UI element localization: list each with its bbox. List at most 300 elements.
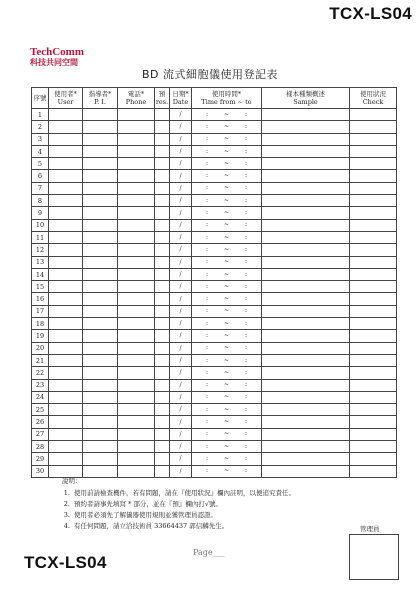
entry-cell[interactable] bbox=[49, 281, 83, 293]
entry-cell[interactable] bbox=[118, 145, 155, 157]
time-separator: : bbox=[244, 258, 248, 266]
entry-cell[interactable] bbox=[262, 428, 350, 440]
time-separator: : bbox=[205, 172, 209, 180]
entry-cell[interactable] bbox=[83, 133, 118, 145]
entry-cell[interactable] bbox=[262, 145, 350, 157]
entry-cell[interactable] bbox=[262, 256, 350, 268]
entry-cell[interactable] bbox=[155, 416, 170, 428]
entry-cell[interactable] bbox=[350, 158, 397, 170]
entry-cell[interactable] bbox=[262, 367, 350, 379]
entry-cell[interactable] bbox=[118, 354, 155, 366]
table-row bbox=[32, 404, 397, 416]
date-cell[interactable] bbox=[170, 268, 192, 280]
table-row bbox=[32, 318, 397, 330]
entry-cell[interactable] bbox=[155, 121, 170, 133]
note-item: 2. 預約者請事先填寫 * 部分，並在『預』欄內打√號。 bbox=[72, 499, 295, 510]
entry-cell[interactable] bbox=[350, 219, 397, 231]
date-separator: / bbox=[179, 455, 182, 463]
time-cell[interactable] bbox=[192, 342, 262, 354]
entry-cell[interactable] bbox=[49, 391, 83, 403]
entry-cell[interactable] bbox=[350, 330, 397, 342]
time-separator: : bbox=[244, 418, 248, 426]
column-header-en: User bbox=[57, 98, 74, 106]
date-separator: / bbox=[179, 344, 182, 352]
entry-cell[interactable] bbox=[155, 281, 170, 293]
entry-cell[interactable] bbox=[49, 170, 83, 182]
time-cell[interactable] bbox=[192, 318, 262, 330]
entry-cell[interactable] bbox=[350, 379, 397, 391]
time-cell[interactable] bbox=[192, 109, 262, 121]
entry-cell[interactable] bbox=[350, 195, 397, 207]
entry-cell[interactable] bbox=[262, 441, 350, 453]
entry-cell[interactable] bbox=[262, 121, 350, 133]
page-number-field: Page___ bbox=[193, 548, 225, 557]
entry-cell[interactable] bbox=[155, 453, 170, 465]
entry-cell[interactable] bbox=[83, 231, 118, 243]
entry-cell[interactable] bbox=[262, 453, 350, 465]
entry-cell[interactable] bbox=[83, 453, 118, 465]
entry-cell[interactable] bbox=[350, 428, 397, 440]
entry-cell[interactable] bbox=[155, 354, 170, 366]
row-number: 7 bbox=[32, 182, 49, 194]
entry-cell[interactable] bbox=[83, 428, 118, 440]
entry-cell[interactable] bbox=[155, 293, 170, 305]
entry-cell[interactable] bbox=[350, 391, 397, 403]
entry-cell[interactable] bbox=[155, 219, 170, 231]
entry-cell[interactable] bbox=[83, 158, 118, 170]
entry-cell[interactable] bbox=[155, 428, 170, 440]
date-separator: / bbox=[179, 357, 182, 365]
entry-cell[interactable] bbox=[83, 416, 118, 428]
date-cell[interactable] bbox=[170, 256, 192, 268]
date-separator: / bbox=[179, 160, 182, 168]
time-cell[interactable] bbox=[192, 281, 262, 293]
entry-cell[interactable] bbox=[118, 318, 155, 330]
entry-cell[interactable] bbox=[155, 182, 170, 194]
time-separator: ~ bbox=[223, 135, 230, 143]
row-number: 14 bbox=[32, 268, 49, 280]
time-cell[interactable] bbox=[192, 145, 262, 157]
entry-cell[interactable] bbox=[350, 133, 397, 145]
table-row bbox=[32, 354, 397, 366]
date-separator: / bbox=[179, 369, 182, 377]
date-cell[interactable] bbox=[170, 404, 192, 416]
time-separator: : bbox=[205, 245, 209, 253]
entry-cell[interactable] bbox=[350, 293, 397, 305]
entry-cell[interactable] bbox=[350, 453, 397, 465]
table-row bbox=[32, 342, 397, 354]
notes-list bbox=[62, 488, 295, 532]
time-cell[interactable] bbox=[192, 391, 262, 403]
entry-cell[interactable] bbox=[49, 133, 83, 145]
entry-cell[interactable] bbox=[262, 342, 350, 354]
entry-cell[interactable] bbox=[155, 133, 170, 145]
entry-cell[interactable] bbox=[118, 231, 155, 243]
entry-cell[interactable] bbox=[350, 268, 397, 280]
entry-cell[interactable] bbox=[262, 281, 350, 293]
time-cell[interactable] bbox=[192, 170, 262, 182]
time-cell[interactable] bbox=[192, 182, 262, 194]
entry-cell[interactable] bbox=[118, 109, 155, 121]
date-separator: / bbox=[179, 381, 182, 389]
entry-cell[interactable] bbox=[83, 268, 118, 280]
entry-cell[interactable] bbox=[49, 195, 83, 207]
entry-cell[interactable] bbox=[83, 354, 118, 366]
time-cell[interactable] bbox=[192, 268, 262, 280]
time-cell[interactable] bbox=[192, 404, 262, 416]
time-separator: : bbox=[205, 295, 209, 303]
entry-cell[interactable] bbox=[155, 268, 170, 280]
entry-cell[interactable] bbox=[262, 318, 350, 330]
note-item: 4. 有任何問題，請立洽技術員 33664437 郭信麟先生。 bbox=[72, 521, 295, 532]
entry-cell[interactable] bbox=[262, 158, 350, 170]
date-cell[interactable] bbox=[170, 281, 192, 293]
entry-cell[interactable] bbox=[49, 293, 83, 305]
entry-cell[interactable] bbox=[49, 158, 83, 170]
entry-cell[interactable] bbox=[350, 318, 397, 330]
time-separator: : bbox=[244, 233, 248, 241]
entry-cell[interactable] bbox=[49, 441, 83, 453]
entry-cell[interactable] bbox=[155, 305, 170, 317]
date-cell[interactable] bbox=[170, 441, 192, 453]
entry-cell[interactable] bbox=[83, 391, 118, 403]
entry-cell[interactable] bbox=[49, 416, 83, 428]
date-cell[interactable] bbox=[170, 109, 192, 121]
row-number: 25 bbox=[32, 404, 49, 416]
time-marks bbox=[192, 257, 261, 267]
entry-cell[interactable] bbox=[350, 441, 397, 453]
date-cell[interactable] bbox=[170, 195, 192, 207]
entry-cell[interactable] bbox=[83, 121, 118, 133]
date-cell[interactable] bbox=[170, 231, 192, 243]
time-cell[interactable] bbox=[192, 207, 262, 219]
date-cell[interactable] bbox=[170, 170, 192, 182]
entry-cell[interactable] bbox=[262, 268, 350, 280]
date-separator: / bbox=[179, 123, 182, 131]
entry-cell[interactable] bbox=[83, 281, 118, 293]
time-separator: ~ bbox=[223, 356, 230, 364]
time-separator: : bbox=[244, 196, 248, 204]
entry-cell[interactable] bbox=[118, 121, 155, 133]
entry-cell[interactable] bbox=[350, 109, 397, 121]
entry-cell[interactable] bbox=[262, 195, 350, 207]
entry-cell[interactable] bbox=[118, 281, 155, 293]
date-cell[interactable] bbox=[170, 416, 192, 428]
date-cell[interactable] bbox=[170, 318, 192, 330]
entry-cell[interactable] bbox=[350, 231, 397, 243]
entry-cell[interactable] bbox=[83, 441, 118, 453]
entry-cell[interactable] bbox=[83, 207, 118, 219]
entry-cell[interactable] bbox=[350, 244, 397, 256]
entry-cell[interactable] bbox=[350, 121, 397, 133]
entry-cell[interactable] bbox=[350, 416, 397, 428]
time-separator: : bbox=[244, 467, 248, 475]
entry-cell[interactable] bbox=[155, 195, 170, 207]
entry-cell[interactable] bbox=[49, 404, 83, 416]
date-cell[interactable] bbox=[170, 330, 192, 342]
entry-cell[interactable] bbox=[155, 158, 170, 170]
table-row bbox=[32, 121, 397, 133]
time-separator: ~ bbox=[223, 110, 230, 118]
entry-cell[interactable] bbox=[262, 416, 350, 428]
row-number: 13 bbox=[32, 256, 49, 268]
entry-cell[interactable] bbox=[49, 354, 83, 366]
entry-cell[interactable] bbox=[118, 219, 155, 231]
entry-cell[interactable] bbox=[350, 305, 397, 317]
entry-cell[interactable] bbox=[49, 231, 83, 243]
entry-cell[interactable] bbox=[262, 219, 350, 231]
entry-cell[interactable] bbox=[118, 207, 155, 219]
time-separator: : bbox=[205, 135, 209, 143]
entry-cell[interactable] bbox=[262, 244, 350, 256]
entry-cell[interactable] bbox=[83, 379, 118, 391]
entry-cell[interactable] bbox=[83, 404, 118, 416]
entry-cell[interactable] bbox=[155, 256, 170, 268]
entry-cell[interactable] bbox=[118, 404, 155, 416]
entry-cell[interactable] bbox=[83, 256, 118, 268]
entry-cell[interactable] bbox=[262, 305, 350, 317]
table-header-row bbox=[32, 88, 397, 109]
entry-cell[interactable] bbox=[262, 207, 350, 219]
date-cell[interactable] bbox=[170, 182, 192, 194]
time-cell[interactable] bbox=[192, 428, 262, 440]
entry-cell[interactable] bbox=[118, 367, 155, 379]
entry-cell[interactable] bbox=[350, 182, 397, 194]
entry-cell[interactable] bbox=[350, 367, 397, 379]
entry-cell[interactable] bbox=[155, 244, 170, 256]
entry-cell[interactable] bbox=[49, 145, 83, 157]
time-separator: ~ bbox=[223, 319, 230, 327]
entry-cell[interactable] bbox=[262, 293, 350, 305]
entry-cell[interactable] bbox=[83, 244, 118, 256]
entry-cell[interactable] bbox=[83, 330, 118, 342]
date-separator: / bbox=[179, 393, 182, 401]
entry-cell[interactable] bbox=[49, 428, 83, 440]
entry-cell[interactable] bbox=[262, 109, 350, 121]
table-row bbox=[32, 428, 397, 440]
time-separator: ~ bbox=[223, 368, 230, 376]
date-cell[interactable] bbox=[170, 342, 192, 354]
time-cell[interactable] bbox=[192, 293, 262, 305]
entry-cell[interactable] bbox=[262, 379, 350, 391]
entry-cell[interactable] bbox=[262, 133, 350, 145]
entry-cell[interactable] bbox=[83, 109, 118, 121]
entry-cell[interactable] bbox=[155, 342, 170, 354]
entry-cell[interactable] bbox=[155, 109, 170, 121]
row-number: 24 bbox=[32, 391, 49, 403]
entry-cell[interactable] bbox=[350, 145, 397, 157]
entry-cell[interactable] bbox=[350, 281, 397, 293]
entry-cell[interactable] bbox=[155, 318, 170, 330]
time-separator: ~ bbox=[223, 344, 230, 352]
entry-cell[interactable] bbox=[49, 256, 83, 268]
date-cell[interactable] bbox=[170, 379, 192, 391]
entry-cell[interactable] bbox=[155, 170, 170, 182]
entry-cell[interactable] bbox=[49, 268, 83, 280]
time-cell[interactable] bbox=[192, 133, 262, 145]
entry-cell[interactable] bbox=[350, 207, 397, 219]
date-cell[interactable] bbox=[170, 305, 192, 317]
time-marks bbox=[192, 110, 261, 120]
entry-cell[interactable] bbox=[262, 354, 350, 366]
time-cell[interactable] bbox=[192, 121, 262, 133]
entry-cell[interactable] bbox=[262, 231, 350, 243]
time-separator: : bbox=[244, 159, 248, 167]
time-cell[interactable] bbox=[192, 158, 262, 170]
entry-cell[interactable] bbox=[118, 182, 155, 194]
entry-cell[interactable] bbox=[350, 404, 397, 416]
time-separator: ~ bbox=[223, 307, 230, 315]
entry-cell[interactable] bbox=[49, 330, 83, 342]
entry-cell[interactable] bbox=[118, 441, 155, 453]
date-cell[interactable] bbox=[170, 367, 192, 379]
entry-cell[interactable] bbox=[262, 330, 350, 342]
time-cell[interactable] bbox=[192, 231, 262, 243]
time-cell[interactable] bbox=[192, 256, 262, 268]
entry-cell[interactable] bbox=[155, 207, 170, 219]
entry-cell[interactable] bbox=[118, 391, 155, 403]
time-marks bbox=[192, 270, 261, 280]
time-marks bbox=[192, 220, 261, 230]
time-cell[interactable] bbox=[192, 453, 262, 465]
entry-cell[interactable] bbox=[83, 195, 118, 207]
entry-cell[interactable] bbox=[118, 305, 155, 317]
entry-cell[interactable] bbox=[118, 453, 155, 465]
date-cell[interactable] bbox=[170, 219, 192, 231]
entry-cell[interactable] bbox=[49, 367, 83, 379]
entry-cell[interactable] bbox=[118, 330, 155, 342]
date-cell[interactable] bbox=[170, 133, 192, 145]
entry-cell[interactable] bbox=[49, 305, 83, 317]
entry-cell[interactable] bbox=[118, 133, 155, 145]
time-cell[interactable] bbox=[192, 330, 262, 342]
date-cell[interactable] bbox=[170, 354, 192, 366]
entry-cell[interactable] bbox=[118, 428, 155, 440]
entry-cell[interactable] bbox=[350, 465, 397, 477]
date-cell[interactable] bbox=[170, 391, 192, 403]
entry-cell[interactable] bbox=[350, 354, 397, 366]
entry-cell[interactable] bbox=[155, 231, 170, 243]
time-separator: : bbox=[244, 393, 248, 401]
entry-cell[interactable] bbox=[83, 342, 118, 354]
entry-cell[interactable] bbox=[49, 342, 83, 354]
date-separator: / bbox=[179, 418, 182, 426]
date-cell[interactable] bbox=[170, 453, 192, 465]
entry-cell[interactable] bbox=[118, 293, 155, 305]
entry-cell[interactable] bbox=[118, 256, 155, 268]
entry-cell[interactable] bbox=[350, 256, 397, 268]
date-cell[interactable] bbox=[170, 121, 192, 133]
date-cell[interactable] bbox=[170, 428, 192, 440]
entry-cell[interactable] bbox=[118, 342, 155, 354]
date-cell[interactable] bbox=[170, 293, 192, 305]
entry-cell[interactable] bbox=[118, 379, 155, 391]
date-separator: / bbox=[179, 246, 182, 254]
time-cell[interactable] bbox=[192, 367, 262, 379]
entry-cell[interactable] bbox=[118, 170, 155, 182]
entry-cell[interactable] bbox=[49, 244, 83, 256]
entry-cell[interactable] bbox=[83, 145, 118, 157]
table-row bbox=[32, 256, 397, 268]
time-separator: ~ bbox=[223, 221, 230, 229]
date-separator: / bbox=[179, 443, 182, 451]
entry-cell[interactable] bbox=[350, 170, 397, 182]
entry-cell[interactable] bbox=[49, 109, 83, 121]
date-cell[interactable] bbox=[170, 207, 192, 219]
date-cell[interactable] bbox=[170, 244, 192, 256]
entry-cell[interactable] bbox=[83, 182, 118, 194]
date-cell[interactable] bbox=[170, 145, 192, 157]
date-separator: / bbox=[179, 295, 182, 303]
time-separator: : bbox=[244, 430, 248, 438]
entry-cell[interactable] bbox=[118, 268, 155, 280]
table-row bbox=[32, 330, 397, 342]
entry-cell[interactable] bbox=[83, 170, 118, 182]
time-cell[interactable] bbox=[192, 219, 262, 231]
entry-cell[interactable] bbox=[155, 391, 170, 403]
logo-chinese: 科技共同空間 bbox=[30, 58, 78, 67]
time-cell[interactable] bbox=[192, 305, 262, 317]
date-cell[interactable] bbox=[170, 158, 192, 170]
entry-cell[interactable] bbox=[49, 207, 83, 219]
entry-cell[interactable] bbox=[49, 379, 83, 391]
entry-cell[interactable] bbox=[49, 453, 83, 465]
entry-cell[interactable] bbox=[155, 379, 170, 391]
entry-cell[interactable] bbox=[155, 330, 170, 342]
entry-cell[interactable] bbox=[118, 195, 155, 207]
entry-cell[interactable] bbox=[49, 219, 83, 231]
time-separator: ~ bbox=[223, 454, 230, 462]
time-separator: ~ bbox=[223, 381, 230, 389]
entry-cell[interactable] bbox=[49, 182, 83, 194]
column-header-zh: 樣本種類概述 bbox=[286, 90, 325, 98]
time-cell[interactable] bbox=[192, 379, 262, 391]
entry-cell[interactable] bbox=[262, 404, 350, 416]
entry-cell[interactable] bbox=[118, 244, 155, 256]
document-code-bottom: TCX-LS04 bbox=[24, 553, 107, 572]
entry-cell[interactable] bbox=[262, 170, 350, 182]
entry-cell[interactable] bbox=[49, 121, 83, 133]
time-cell[interactable] bbox=[192, 244, 262, 256]
time-cell[interactable] bbox=[192, 416, 262, 428]
entry-cell[interactable] bbox=[49, 318, 83, 330]
entry-cell[interactable] bbox=[350, 342, 397, 354]
table-row bbox=[32, 293, 397, 305]
column-header bbox=[262, 88, 350, 109]
entry-cell[interactable] bbox=[118, 416, 155, 428]
entry-cell[interactable] bbox=[83, 367, 118, 379]
time-separator: : bbox=[244, 295, 248, 303]
entry-cell[interactable] bbox=[118, 158, 155, 170]
entry-cell[interactable] bbox=[155, 145, 170, 157]
time-separator: : bbox=[205, 184, 209, 192]
entry-cell[interactable] bbox=[83, 219, 118, 231]
entry-cell[interactable] bbox=[262, 391, 350, 403]
time-marks bbox=[192, 343, 261, 353]
entry-cell[interactable] bbox=[83, 293, 118, 305]
entry-cell[interactable] bbox=[83, 305, 118, 317]
entry-cell[interactable] bbox=[155, 441, 170, 453]
entry-cell[interactable] bbox=[155, 367, 170, 379]
manager-signature-box[interactable] bbox=[349, 534, 399, 580]
entry-cell[interactable] bbox=[83, 318, 118, 330]
time-cell[interactable] bbox=[192, 195, 262, 207]
row-number: 28 bbox=[32, 441, 49, 453]
time-cell[interactable] bbox=[192, 441, 262, 453]
time-cell[interactable] bbox=[192, 354, 262, 366]
entry-cell[interactable] bbox=[155, 404, 170, 416]
entry-cell[interactable] bbox=[262, 182, 350, 194]
